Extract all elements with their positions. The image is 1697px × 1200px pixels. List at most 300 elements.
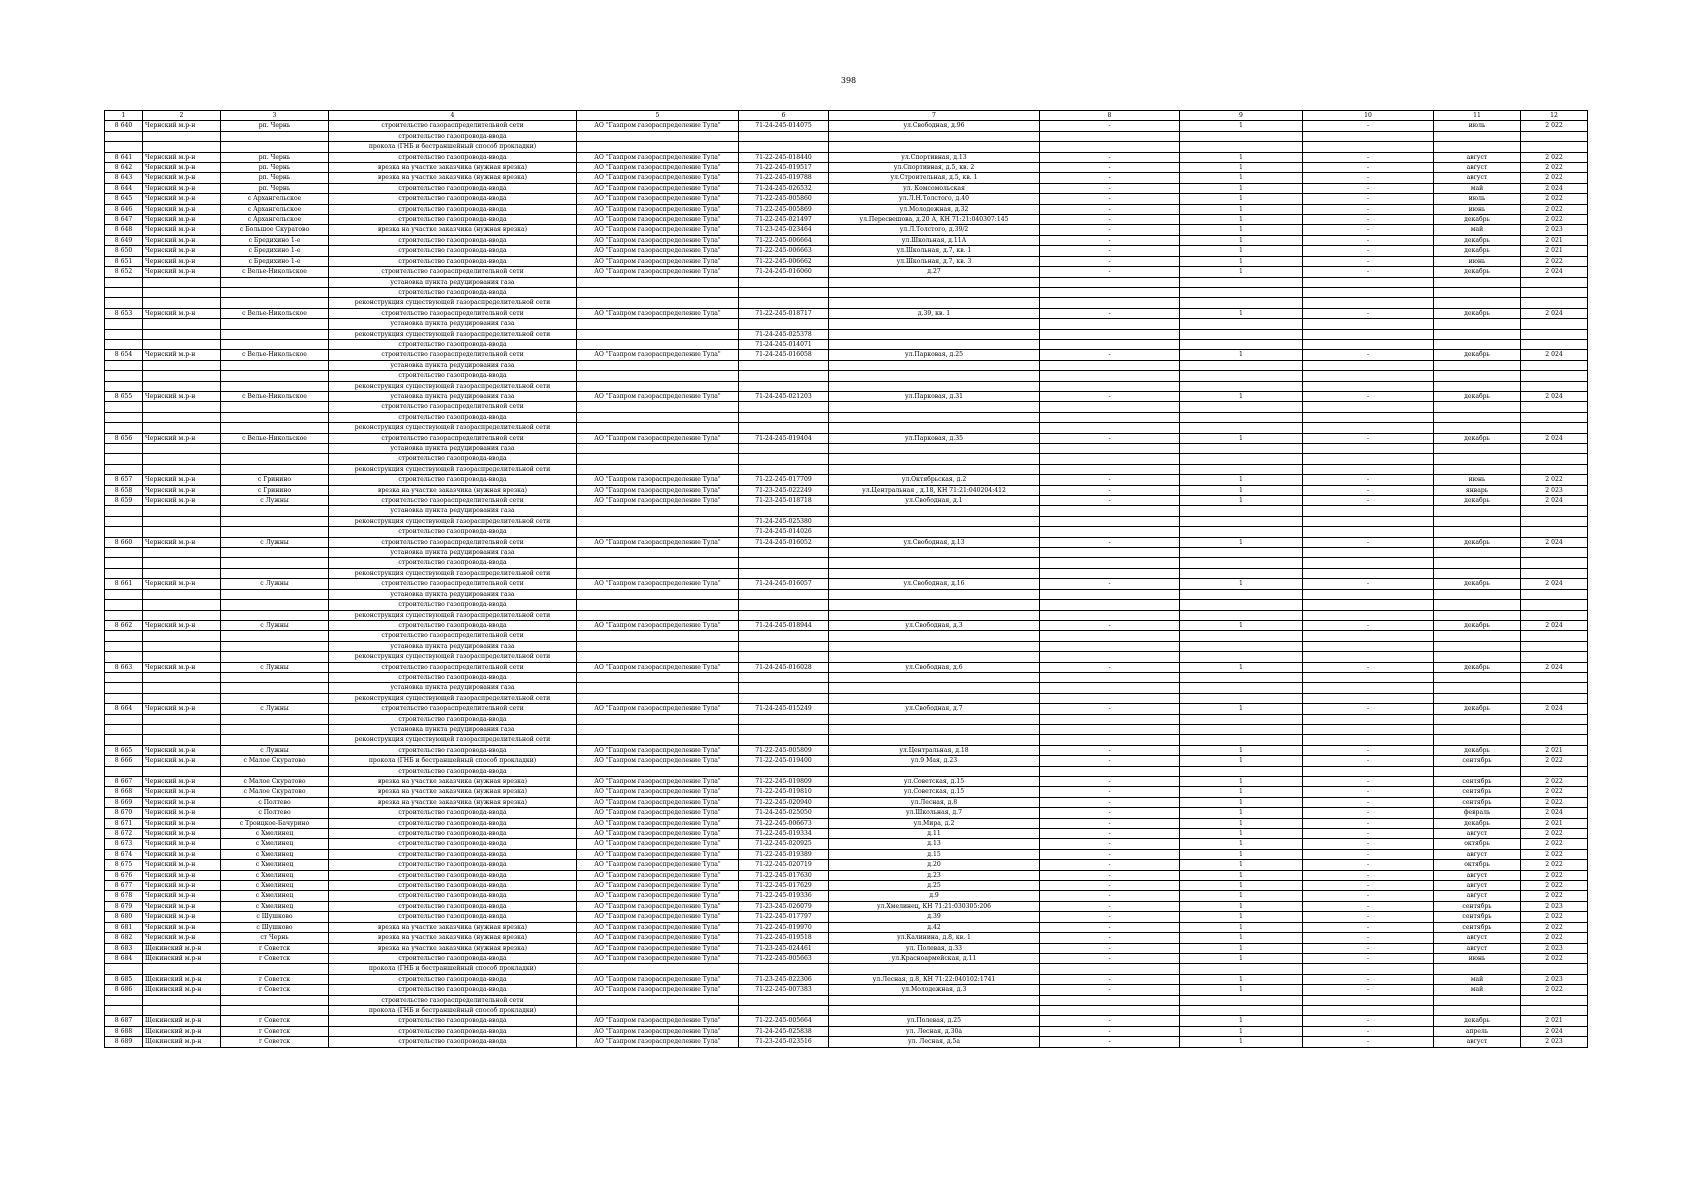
table-row (105, 360, 1588, 370)
organization-cell: АО "Газпром газораспределение Тула" (577, 922, 739, 932)
table-row (105, 131, 1588, 141)
record-number-cell: 8 688 (105, 1026, 143, 1036)
address-cell (829, 412, 1040, 422)
settlement-cell (221, 527, 329, 537)
work-type-cell: установка пункта редуцирования газа (329, 589, 577, 599)
settlement-cell: г Советск (221, 974, 329, 984)
application-number-cell: 71-22-245-006663 (739, 246, 829, 256)
settlement-cell: рп. Чернь (221, 173, 329, 183)
col-10-cell (1303, 402, 1434, 412)
col-10-cell (1303, 693, 1434, 703)
record-number-cell (105, 339, 143, 349)
table-row (105, 860, 1588, 870)
table-row (105, 1016, 1588, 1026)
organization-cell: АО "Газпром газораспределение Тула" (577, 121, 739, 131)
month-cell: июнь (1434, 953, 1521, 963)
month-cell (1434, 683, 1521, 693)
col-8-cell: - (1040, 579, 1180, 589)
year-cell: 2 022 (1521, 922, 1588, 932)
application-number-cell (739, 558, 829, 568)
year-cell: 2 022 (1521, 215, 1588, 225)
year-cell: 2 021 (1521, 818, 1588, 828)
organization-cell (577, 402, 739, 412)
organization-cell: АО "Газпром газораспределение Тула" (577, 579, 739, 589)
settlement-cell: с Велье-Никольское (221, 308, 329, 318)
address-cell: ул.Красноармейская, д.11 (829, 953, 1040, 963)
district-cell: Чернский м.р-н (143, 121, 221, 131)
quantity-cell (1180, 329, 1303, 339)
month-cell: февраль (1434, 808, 1521, 818)
organization-cell (577, 454, 739, 464)
record-number-cell: 8 661 (105, 579, 143, 589)
organization-cell: АО "Газпром газораспределение Тула" (577, 1037, 739, 1047)
col-8-cell: - (1040, 756, 1180, 766)
district-cell (143, 568, 221, 578)
gasification-table (104, 110, 1588, 1048)
col-8-cell: - (1040, 391, 1180, 401)
district-cell: Чернский м.р-н (143, 829, 221, 839)
col-8-cell (1040, 423, 1180, 433)
application-number-cell (739, 672, 829, 682)
col-10-cell: - (1303, 974, 1434, 984)
address-cell: ул.Центральная, д.18 (829, 745, 1040, 755)
organization-cell: АО "Газпром газораспределение Тула" (577, 849, 739, 859)
work-type-cell: прокола (ГНБ и бестраншейный способ прокладки) (329, 756, 577, 766)
work-type-cell: установка пункта редуцирования газа (329, 360, 577, 370)
address-cell: д.39, кв. 1 (829, 308, 1040, 318)
record-number-cell: 8 647 (105, 215, 143, 225)
table-row (105, 724, 1588, 734)
col-8-cell (1040, 568, 1180, 578)
month-cell (1434, 672, 1521, 682)
organization-cell: АО "Газпром газораспределение Тула" (577, 933, 739, 943)
year-cell: 2 023 (1521, 974, 1588, 984)
address-cell: ул.Свободная, д.1 (829, 496, 1040, 506)
month-cell: август (1434, 152, 1521, 162)
organization-cell: АО "Газпром газораспределение Тула" (577, 870, 739, 880)
record-number-cell: 8 643 (105, 173, 143, 183)
col-10-cell: - (1303, 246, 1434, 256)
col-10-cell (1303, 277, 1434, 287)
address-cell (829, 527, 1040, 537)
year-cell: 2 022 (1521, 985, 1588, 995)
work-type-cell: установка пункта редуцирования газа (329, 548, 577, 558)
settlement-cell: с Архангельское (221, 194, 329, 204)
district-cell (143, 142, 221, 152)
table-row (105, 829, 1588, 839)
record-number-cell: 8 659 (105, 496, 143, 506)
work-type-cell: строительство газопровода-ввода (329, 558, 577, 568)
application-number-cell: 71-22-245-018717 (739, 308, 829, 318)
year-cell (1521, 402, 1588, 412)
application-number-cell (739, 371, 829, 381)
table-row (105, 423, 1588, 433)
table-row (105, 735, 1588, 745)
quantity-cell (1180, 464, 1303, 474)
col-10-cell: - (1303, 818, 1434, 828)
year-cell: 2 022 (1521, 860, 1588, 870)
settlement-cell (221, 454, 329, 464)
district-cell: Чернский м.р-н (143, 922, 221, 932)
work-type-cell: строительство газопровода-ввода (329, 808, 577, 818)
col-8-cell (1040, 693, 1180, 703)
year-cell: 2 022 (1521, 777, 1588, 787)
year-cell (1521, 506, 1588, 516)
quantity-cell (1180, 724, 1303, 734)
table-row (105, 298, 1588, 308)
district-cell: Щекинский м.р-н (143, 943, 221, 953)
application-number-cell: 71-22-245-018440 (739, 152, 829, 162)
work-type-cell: строительство газопровода-ввода (329, 1026, 577, 1036)
application-number-cell: 71-22-245-017797 (739, 912, 829, 922)
work-type-cell: строительство газопровода-ввода (329, 953, 577, 963)
quantity-cell: 1 (1180, 267, 1303, 277)
table-row (105, 225, 1588, 235)
table-row (105, 454, 1588, 464)
organization-cell: АО "Газпром газораспределение Тула" (577, 391, 739, 401)
work-type-cell: установка пункта редуцирования газа (329, 506, 577, 516)
work-type-cell: строительство газопровода-ввода (329, 246, 577, 256)
settlement-cell: с Лужны (221, 662, 329, 672)
col-8-cell (1040, 610, 1180, 620)
col-8-cell (1040, 672, 1180, 682)
application-number-cell: 71-24-245-014075 (739, 121, 829, 131)
col-8-cell (1040, 527, 1180, 537)
district-cell (143, 652, 221, 662)
work-type-cell: строительство газопровода-ввода (329, 183, 577, 193)
table-row (105, 964, 1588, 974)
district-cell: Чернский м.р-н (143, 891, 221, 901)
settlement-cell (221, 444, 329, 454)
application-number-cell (739, 964, 829, 974)
district-cell: Щекинский м.р-н (143, 985, 221, 995)
district-cell: Чернский м.р-н (143, 933, 221, 943)
year-cell (1521, 287, 1588, 297)
quantity-cell (1180, 735, 1303, 745)
month-cell (1434, 558, 1521, 568)
settlement-cell (221, 339, 329, 349)
work-type-cell: врезка на участке заказчика (нужная врезка) (329, 797, 577, 807)
work-type-cell: прокола (ГНБ и бестраншейный способ прокладки) (329, 1005, 577, 1015)
address-cell (829, 610, 1040, 620)
district-cell: Чернский м.р-н (143, 745, 221, 755)
quantity-cell (1180, 631, 1303, 641)
month-cell (1434, 600, 1521, 610)
organization-cell (577, 641, 739, 651)
col-8-cell: - (1040, 662, 1180, 672)
table-row (105, 163, 1588, 173)
month-cell (1434, 631, 1521, 641)
district-cell: Чернский м.р-н (143, 881, 221, 891)
district-cell: Чернский м.р-н (143, 475, 221, 485)
col-8-cell (1040, 454, 1180, 464)
work-type-cell: прокола (ГНБ и бестраншейный способ прокладки) (329, 964, 577, 974)
col-8-cell: - (1040, 787, 1180, 797)
col-10-cell: - (1303, 1026, 1434, 1036)
record-number-cell (105, 1005, 143, 1015)
column-number: 7 (829, 111, 1040, 121)
record-number-cell (105, 142, 143, 152)
settlement-cell (221, 641, 329, 651)
col-8-cell (1040, 319, 1180, 329)
work-type-cell: строительство газопровода-ввода (329, 985, 577, 995)
settlement-cell (221, 589, 329, 599)
organization-cell: АО "Газпром газораспределение Тула" (577, 974, 739, 984)
col-8-cell (1040, 589, 1180, 599)
year-cell (1521, 652, 1588, 662)
col-8-cell (1040, 964, 1180, 974)
district-cell (143, 454, 221, 464)
month-cell: декабрь (1434, 246, 1521, 256)
settlement-cell: рп. Чернь (221, 183, 329, 193)
record-number-cell: 8 651 (105, 256, 143, 266)
col-10-cell (1303, 339, 1434, 349)
quantity-cell: 1 (1180, 839, 1303, 849)
table-row (105, 152, 1588, 162)
col-8-cell (1040, 548, 1180, 558)
col-8-cell (1040, 287, 1180, 297)
table-row (105, 381, 1588, 391)
work-type-cell: врезка на участке заказчика (нужная врезка) (329, 485, 577, 495)
application-number-cell: 71-24-245-016058 (739, 350, 829, 360)
year-cell: 2 021 (1521, 1016, 1588, 1026)
application-number-cell: 71-23-245-023464 (739, 225, 829, 235)
record-number-cell: 8 655 (105, 391, 143, 401)
column-number: 4 (329, 111, 577, 121)
col-8-cell: - (1040, 235, 1180, 245)
month-cell: август (1434, 173, 1521, 183)
table-row (105, 194, 1588, 204)
table-row (105, 402, 1588, 412)
table-row (105, 777, 1588, 787)
record-number-cell (105, 600, 143, 610)
settlement-cell: г Советск (221, 1016, 329, 1026)
month-cell: июнь (1434, 475, 1521, 485)
settlement-cell: с Хмелинец (221, 849, 329, 859)
application-number-cell (739, 131, 829, 141)
record-number-cell: 8 671 (105, 818, 143, 828)
application-number-cell (739, 631, 829, 641)
settlement-cell: г Советск (221, 1026, 329, 1036)
address-cell: ул.Свободная, д.7 (829, 704, 1040, 714)
organization-cell: АО "Газпром газораспределение Тула" (577, 194, 739, 204)
month-cell (1434, 287, 1521, 297)
col-10-cell: - (1303, 235, 1434, 245)
col-8-cell: - (1040, 870, 1180, 880)
col-8-cell (1040, 641, 1180, 651)
table-row (105, 412, 1588, 422)
organization-cell: АО "Газпром газораспределение Тула" (577, 256, 739, 266)
month-cell (1434, 319, 1521, 329)
col-10-cell: - (1303, 350, 1434, 360)
address-cell: ул.Школьная, д.7, кв. 1 (829, 246, 1040, 256)
settlement-cell: с Хмелинец (221, 870, 329, 880)
col-8-cell (1040, 371, 1180, 381)
col-10-cell (1303, 298, 1434, 308)
settlement-cell: с Лужны (221, 537, 329, 547)
application-number-cell (739, 277, 829, 287)
record-number-cell: 8 672 (105, 829, 143, 839)
settlement-cell (221, 995, 329, 1005)
col-8-cell: - (1040, 1026, 1180, 1036)
address-cell (829, 558, 1040, 568)
application-number-cell (739, 444, 829, 454)
settlement-cell: с Малое Скуратово (221, 777, 329, 787)
month-cell (1434, 142, 1521, 152)
record-number-cell (105, 766, 143, 776)
address-cell (829, 142, 1040, 152)
col-10-cell: - (1303, 256, 1434, 266)
address-cell (829, 516, 1040, 526)
record-number-cell: 8 662 (105, 620, 143, 630)
quantity-cell: 1 (1180, 881, 1303, 891)
month-cell (1434, 423, 1521, 433)
application-number-cell: 71-24-245-016052 (739, 537, 829, 547)
district-cell: Щекинский м.р-н (143, 974, 221, 984)
settlement-cell: с Хмелинец (221, 891, 329, 901)
col-10-cell: - (1303, 912, 1434, 922)
work-type-cell: прокола (ГНБ и бестраншейный способ прокладки) (329, 142, 577, 152)
col-8-cell (1040, 506, 1180, 516)
organization-cell (577, 339, 739, 349)
address-cell: ул.Л.Толстого, д.39/2 (829, 225, 1040, 235)
col-10-cell: - (1303, 745, 1434, 755)
col-10-cell (1303, 631, 1434, 641)
quantity-cell: 1 (1180, 235, 1303, 245)
col-10-cell (1303, 995, 1434, 1005)
address-cell (829, 371, 1040, 381)
address-cell: ул.Свободная, д.6 (829, 662, 1040, 672)
year-cell: 2 024 (1521, 579, 1588, 589)
organization-cell: АО "Газпром газораспределение Тула" (577, 818, 739, 828)
quantity-cell (1180, 964, 1303, 974)
year-cell (1521, 766, 1588, 776)
district-cell: Чернский м.р-н (143, 350, 221, 360)
col-8-cell: - (1040, 818, 1180, 828)
record-number-cell (105, 652, 143, 662)
col-10-cell (1303, 423, 1434, 433)
work-type-cell: установка пункта редуцирования газа (329, 641, 577, 651)
quantity-cell: 1 (1180, 496, 1303, 506)
record-number-cell (105, 464, 143, 474)
organization-cell (577, 360, 739, 370)
col-8-cell: - (1040, 891, 1180, 901)
year-cell: 2 024 (1521, 433, 1588, 443)
col-8-cell: - (1040, 901, 1180, 911)
quantity-cell (1180, 589, 1303, 599)
table-row (105, 943, 1588, 953)
quantity-cell (1180, 423, 1303, 433)
year-cell (1521, 277, 1588, 287)
address-cell: д.42 (829, 922, 1040, 932)
quantity-cell: 1 (1180, 433, 1303, 443)
application-number-cell: 71-22-245-005663 (739, 953, 829, 963)
year-cell: 2 022 (1521, 756, 1588, 766)
district-cell (143, 298, 221, 308)
work-type-cell: строительство газораспределительной сети (329, 121, 577, 131)
district-cell: Чернский м.р-н (143, 912, 221, 922)
record-number-cell: 8 666 (105, 756, 143, 766)
table-row (105, 953, 1588, 963)
year-cell (1521, 360, 1588, 370)
table-row (105, 256, 1588, 266)
col-8-cell: - (1040, 256, 1180, 266)
settlement-cell: с Хмелинец (221, 901, 329, 911)
year-cell: 2 022 (1521, 933, 1588, 943)
application-number-cell (739, 714, 829, 724)
col-10-cell (1303, 381, 1434, 391)
organization-cell (577, 527, 739, 537)
col-8-cell: - (1040, 173, 1180, 183)
work-type-cell: строительство газопровода-ввода (329, 412, 577, 422)
application-number-cell (739, 1005, 829, 1015)
record-number-cell (105, 558, 143, 568)
col-10-cell (1303, 454, 1434, 464)
work-type-cell: строительство газопровода-ввода (329, 974, 577, 984)
year-cell: 2 022 (1521, 204, 1588, 214)
month-cell: июнь (1434, 204, 1521, 214)
table-row (105, 912, 1588, 922)
application-number-cell (739, 319, 829, 329)
month-cell: август (1434, 849, 1521, 859)
application-number-cell: 71-22-245-005869 (739, 204, 829, 214)
record-number-cell (105, 516, 143, 526)
col-10-cell: - (1303, 797, 1434, 807)
address-cell: ул. Лесная, д.30а (829, 1026, 1040, 1036)
col-8-cell (1040, 631, 1180, 641)
application-number-cell (739, 693, 829, 703)
record-number-cell: 8 660 (105, 537, 143, 547)
address-cell: ул.Молодежная, д.32 (829, 204, 1040, 214)
col-10-cell: - (1303, 308, 1434, 318)
col-10-cell: - (1303, 433, 1434, 443)
year-cell (1521, 714, 1588, 724)
table-row (105, 267, 1588, 277)
year-cell: 2 022 (1521, 912, 1588, 922)
settlement-cell (221, 724, 329, 734)
table-row (105, 496, 1588, 506)
year-cell: 2 022 (1521, 163, 1588, 173)
settlement-cell: с Бредихино 1-е (221, 235, 329, 245)
district-cell: Чернский м.р-н (143, 756, 221, 766)
table-row (105, 516, 1588, 526)
record-number-cell: 8 657 (105, 475, 143, 485)
work-type-cell: строительство газопровода-ввода (329, 152, 577, 162)
month-cell: январь (1434, 485, 1521, 495)
table-row (105, 610, 1588, 620)
settlement-cell (221, 735, 329, 745)
address-cell: д.25 (829, 881, 1040, 891)
col-8-cell: - (1040, 194, 1180, 204)
col-8-cell: - (1040, 985, 1180, 995)
col-10-cell: - (1303, 173, 1434, 183)
quantity-cell (1180, 610, 1303, 620)
col-10-cell (1303, 600, 1434, 610)
table-row (105, 641, 1588, 651)
month-cell (1434, 693, 1521, 703)
table-row (105, 319, 1588, 329)
col-8-cell: - (1040, 121, 1180, 131)
col-8-cell: - (1040, 933, 1180, 943)
year-cell (1521, 683, 1588, 693)
application-number-cell: 71-22-245-006673 (739, 818, 829, 828)
application-number-cell: 71-22-245-006662 (739, 256, 829, 266)
col-10-cell (1303, 683, 1434, 693)
col-8-cell: - (1040, 881, 1180, 891)
settlement-cell (221, 714, 329, 724)
district-cell (143, 131, 221, 141)
application-number-cell: 71-22-245-006664 (739, 235, 829, 245)
